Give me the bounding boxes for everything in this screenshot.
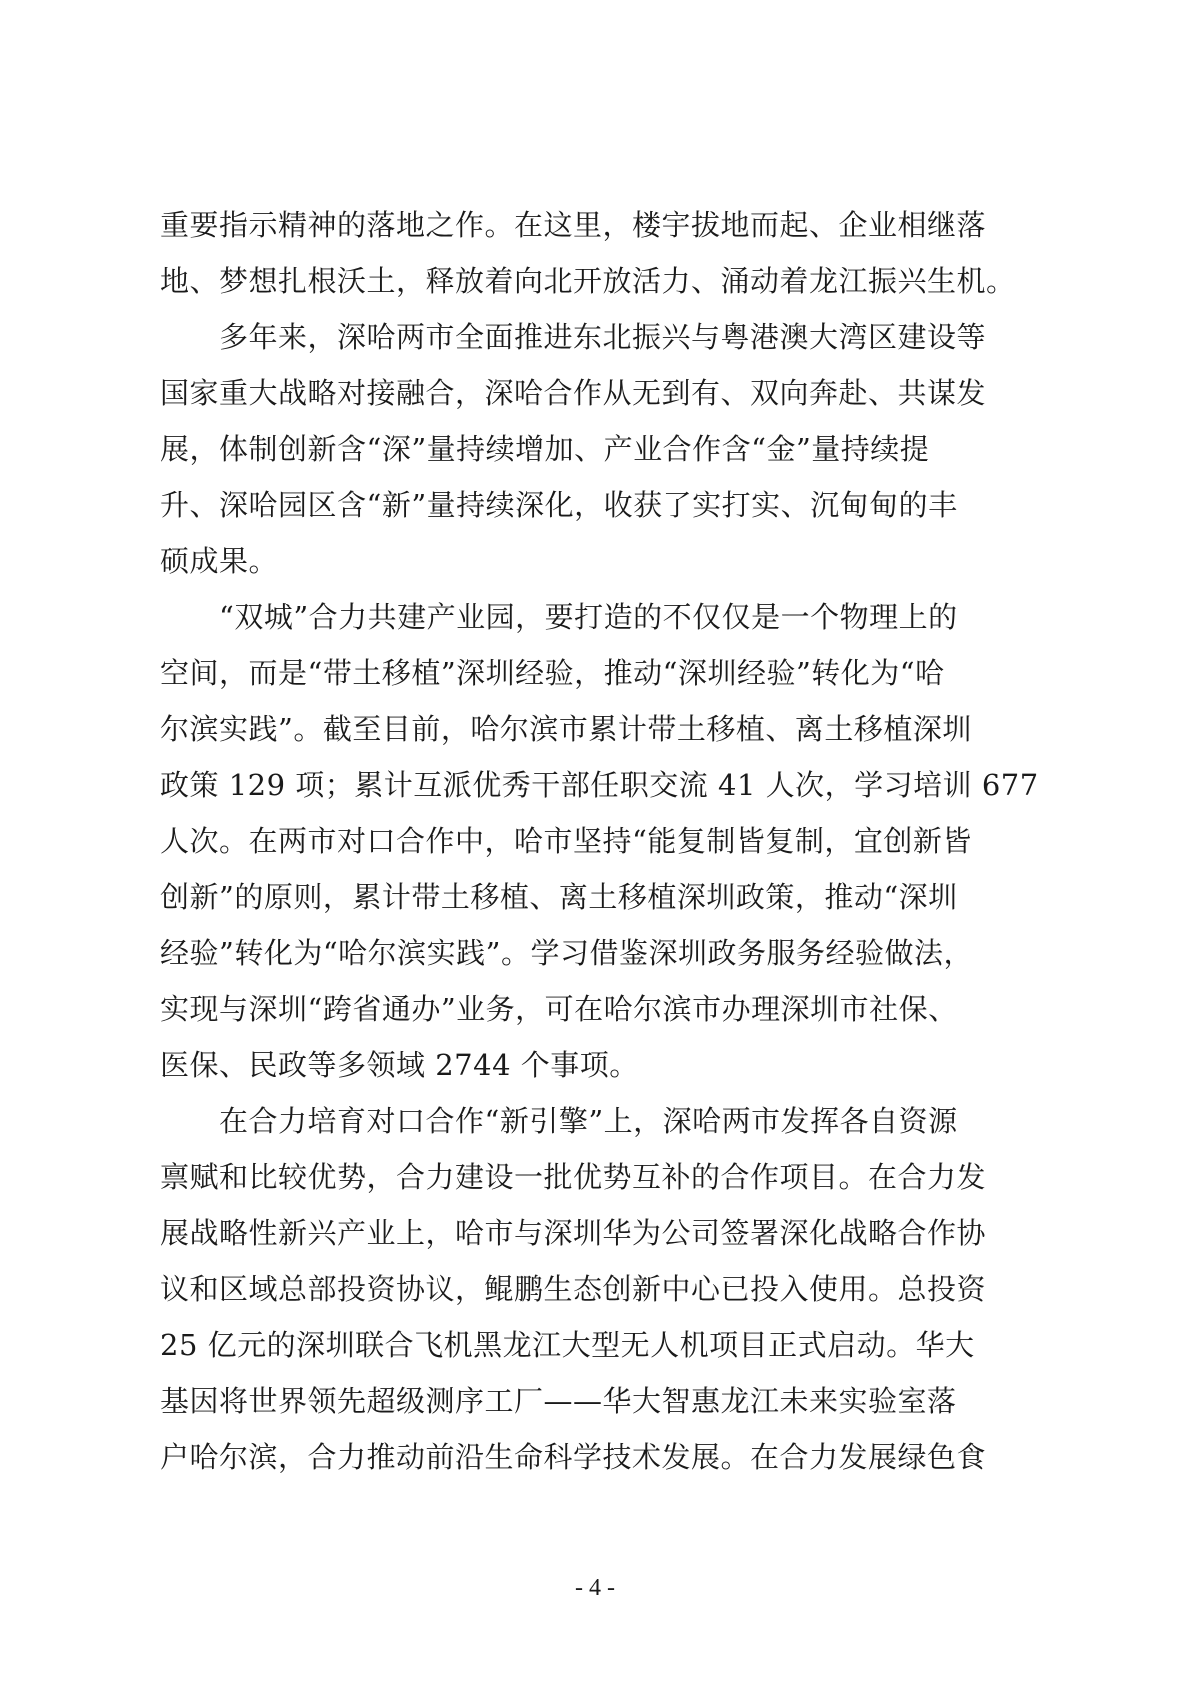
text-line: 创新”的原则，累计带土移植、离土移植深圳政策，推动“深圳 <box>160 880 958 914</box>
text-line: 展战略性新兴产业上，哈市与深圳华为公司签署深化战略合作协 <box>160 1216 987 1250</box>
text-line: 实现与深圳“跨省通办”业务，可在哈尔滨市办理深圳市社保、 <box>160 992 958 1026</box>
text-line: 议和区域总部投资协议，鲲鹏生态创新中心已投入使用。总投资 <box>160 1272 987 1306</box>
text-line: 硕成果。 <box>160 544 279 578</box>
text-line: 国家重大战略对接融合，深哈合作从无到有、双向奔赴、共谋发 <box>160 376 987 410</box>
text-line: “双城”合力共建产业园，要打造的不仅仅是一个物理上的 <box>160 600 958 634</box>
document-body <box>160 197 1040 1485</box>
text-line: 多年来，深哈两市全面推进东北振兴与粤港澳大湾区建设等 <box>160 320 987 354</box>
text-line: 25 亿元的深圳联合飞机黑龙江大型无人机项目正式启动。华大 <box>160 1328 975 1362</box>
text-line: 展，体制创新含“深”量持续增加、产业合作含“金”量持续提 <box>160 432 930 466</box>
text-line: 人次。在两市对口合作中，哈市坚持“能复制皆复制，宜创新皆 <box>160 824 972 858</box>
text-line: 升、深哈园区含“新”量持续深化，收获了实打实、沉甸甸的丰 <box>160 488 958 522</box>
text-line: 尔滨实践”。截至目前，哈尔滨市累计带土移植、离土移植深圳 <box>160 712 972 746</box>
text-line: 经验”转化为“哈尔滨实践”。学习借鉴深圳政务服务经验做法， <box>160 936 973 970</box>
text-line: 医保、民政等多领域 2744 个事项。 <box>160 1048 639 1082</box>
paragraph-3 <box>160 589 1040 1093</box>
text-line: 空间，而是“带土移植”深圳经验，推动“深圳经验”转化为“哈 <box>160 656 945 690</box>
text-line: 重要指示精神的落地之作。在这里，楼宇拔地而起、企业相继落 <box>160 208 987 242</box>
paragraph-2 <box>160 309 1040 589</box>
text-line: 政策 129 项；累计互派优秀干部任职交流 41 人次，学习培训 677 <box>160 768 1039 802</box>
text-line: 禀赋和比较优势，合力建设一批优势互补的合作项目。在合力发 <box>160 1160 987 1194</box>
text-line: 基因将世界领先超级测序工厂——华大智惠龙江未来实验室落 <box>160 1384 957 1418</box>
page-number: - 4 - <box>575 1575 615 1601</box>
text-line: 在合力培育对口合作“新引擎”上，深哈两市发挥各自资源 <box>160 1104 958 1138</box>
paragraph-4 <box>160 1093 1040 1485</box>
text-line: 户哈尔滨，合力推动前沿生命科学技术发展。在合力发展绿色食 <box>160 1440 987 1474</box>
paragraph-1 <box>160 197 1040 309</box>
text-line: 地、梦想扎根沃土，释放着向北开放活力、涌动着龙江振兴生机。 <box>160 264 1016 298</box>
